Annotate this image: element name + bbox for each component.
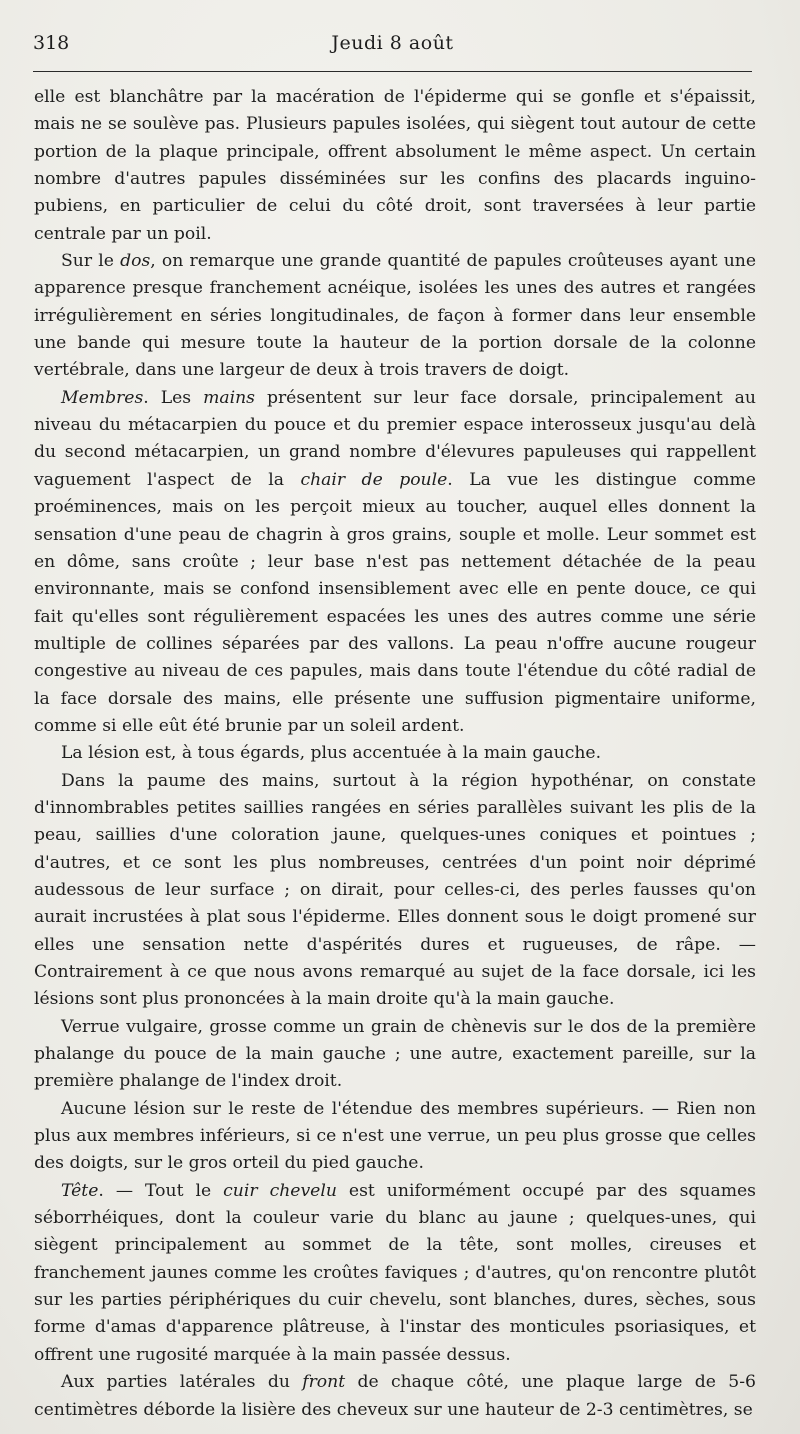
paragraph [34,1096,756,1178]
italic-term: front [302,1372,346,1393]
text-segment: . Les [143,387,204,408]
text-segment: Aux parties latérales du [61,1372,303,1393]
text-segment: . La vue les distingue comme proéminences, mais on les perçoit mieux au toucher, auquel elles donnent la sensation d'une peau de chagrin à gros grains, souple et molle. Leur sommet est en dôme, sans croûte ; leur base n'est pas nettement détachée de la peau environnante, mais se confond insensiblement avec elle en pente douce, ce qui fait qu'elles sont régulièrement espacées les unes des autres comme une série multiple de collines séparées par des vallons. La peau n'offre aucune rougeur congestive au niveau de ces papules, mais dans toute l'étendue du côté radial de la face dorsale des mains, elle présente une suffusion pigmentaire uniforme, comme si elle eût été brunie par un soleil ardent. [34,469,756,736]
text-segment: de chaque côté, une plaque large de 5-6 centimètres déborde la lisière des cheveux sur une hauteur de 2-3 centimètres, se [34,1372,756,1420]
paragraph [34,1014,756,1096]
paragraph [34,768,756,1014]
header-rule [33,71,752,72]
page-number: 318 [33,32,70,54]
text-segment: Dans la paume des mains, surtout à la région hypothénar, on constate d'innombrables petites saillies rangées en séries parallèles suivant les plis de la peau, saillies d'une coloration jaune, quelques-unes coniques et pointues ; d'autres, et ce sont les plus nombreuses, centrées d'un point noir déprimé audessous de leur surface ; on dirait, pour celles-ci, des perles fausses qu'on aurait incrustées à plat sous l'épiderme. Elles donnent sous le doigt promené sur elles une sensation nette d'aspérités dures et rugueuses, de râpe. — Contrairement à ce que nous avons remarqué au sujet de la face dorsale, ici les lésions sont plus prononcées à la main droite qu'à la main gauche. [34,770,756,1010]
text-segment: elle est blanchâtre par la macération de l'épiderme qui se gonfle et s'épaissit, mais ne se soulève pas. Plusieurs papules isolées, qui siègent tout autour de cette portion de la plaque principale, offrent absolument le même aspect. Un certain nombre d'autres papules disséminées sur les confins des placards inguino-pubiens, en particulier de celui du côté droit, sont traversées à leur partie centrale par un poil. [34,87,756,244]
running-title: Jeudi 8 août [331,32,454,54]
italic-term: Membres [61,387,144,408]
text-segment: . — Tout le [98,1180,224,1201]
paragraph [34,84,756,248]
text-segment: présentent sur leur face dorsale, principalement au niveau du métacarpien du pouce et du premier espace interosseux jusqu'au delà du second métacarpien, un grand nombre d'élevures papuleuses qui rappellent vaguement l'aspect de la [34,387,756,490]
paragraph [34,385,756,740]
paragraph [34,248,756,385]
italic-term: Tête [61,1180,99,1201]
text-segment: Verrue vulgaire, grosse comme un grain de chènevis sur le dos de la première phalange du pouce de la main gauche ; une autre, exactement pareille, sur la première phalange de l'index droit. [34,1016,756,1092]
paragraph [34,740,756,767]
paragraph [34,1369,756,1424]
italic-term: mains [203,387,255,408]
text-segment: Aucune lésion sur le reste de l'étendue des membres supérieurs. — Rien non plus aux membres inférieurs, si ce n'est une verrue, un peu plus grosse que celles des doigts, sur le gros orteil du pied gauche. [34,1098,756,1174]
italic-term: cuir chevelu [223,1180,337,1201]
italic-term: dos [120,251,151,272]
text-segment: La lésion est, à tous égards, plus accentuée à la main gauche. [61,743,602,764]
italic-term: chair de poule [300,469,448,490]
text-segment: Sur le [61,251,121,272]
text-segment: est uniformément occupé par des squames séborrhéiques, dont la couleur varie du blanc au jaune ; quelques-unes, qui siègent principalement au sommet de la tête, sont molles, cireuses et franchement jaunes comme les croûtes faviques ; d'autres, qu'on rencontre plutôt sur les parties périphériques du cuir chevelu, sont blanches, dures, sèches, sous forme d'amas d'apparence plâtreuse, à l'instar des monticules psoriasiques, et offrent une rugosité marquée à la main passée dessus. [34,1180,757,1365]
body-text [34,84,756,1424]
page-header [33,32,752,60]
paragraph [34,1178,756,1369]
text-segment: , on remarque une grande quantité de papules croûteuses ayant une apparence presque franchement acnéique, isolées les unes des autres et rangées irrégulièrement en séries longitudinales, de façon à former dans leur ensemble une bande qui mesure toute la hauteur de la portion dorsale de la colonne vertébrale, dans une largeur de deux à trois travers de doigt. [34,251,756,381]
